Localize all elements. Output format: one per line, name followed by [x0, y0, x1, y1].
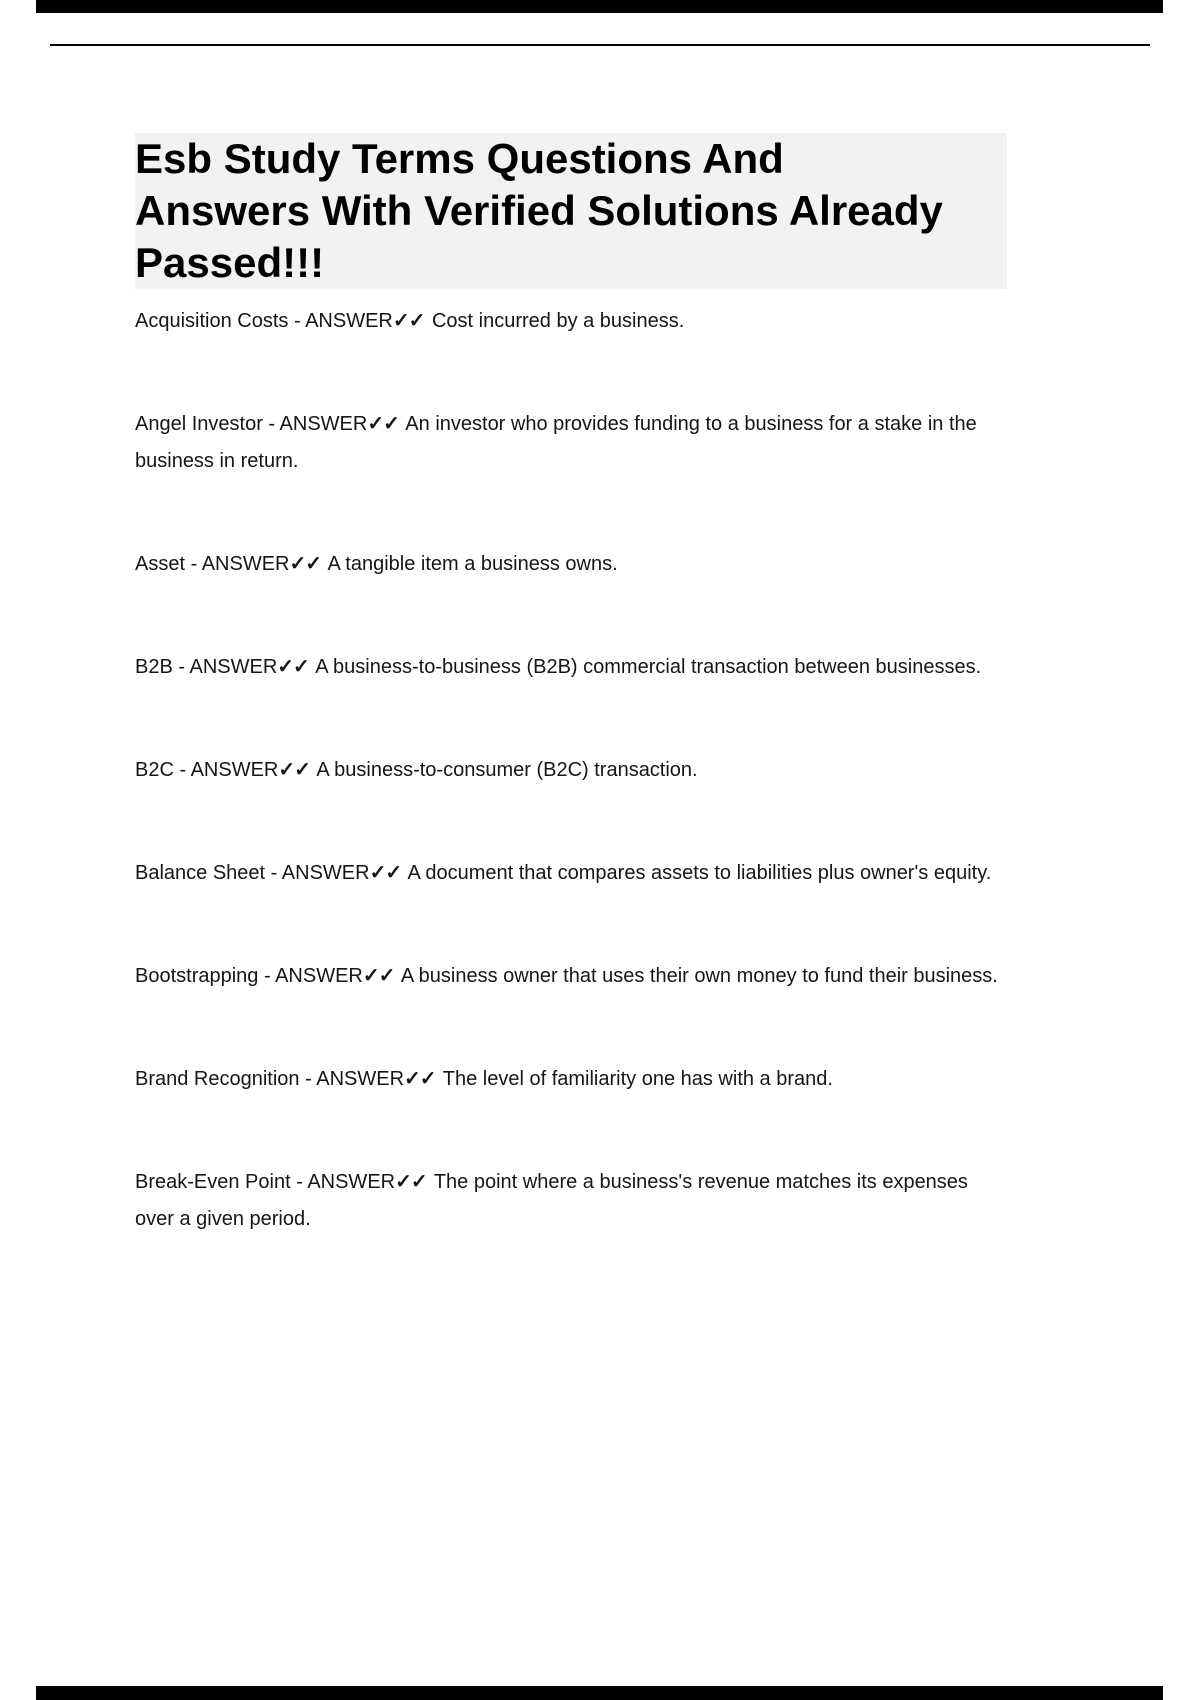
- term-entry: Balance Sheet - ANSWER✓✓ A document that compares assets to liabilities plus owner's equity.: [135, 862, 992, 884]
- term-entry: Asset - ANSWER✓✓ A tangible item a business owns.: [135, 553, 618, 575]
- term-text: B2C: [135, 759, 174, 781]
- term-text: Bootstrapping: [135, 965, 259, 987]
- answer-marker: ANSWER: [281, 862, 370, 884]
- answer-marker: ANSWER: [275, 965, 363, 987]
- definition-text: A business-to-consumer (B2C) transaction.: [311, 759, 698, 781]
- definition-text: The point where a business's revenue matches its expenses over a given period.: [135, 1171, 968, 1230]
- definition-text: A business owner that uses their own money to fund their business.: [396, 965, 998, 987]
- answer-marker: ANSWER: [307, 1171, 396, 1193]
- definition-text: Cost incurred by a business.: [426, 310, 685, 332]
- term-entry: Angel Investor - ANSWER✓✓ An investor who provides funding to a business for a stake in the business in return.: [135, 413, 977, 472]
- definition-text: A document that compares assets to liabilities plus owner's equity.: [403, 862, 992, 884]
- check-marks-icon: ✓✓: [289, 553, 322, 575]
- term-entry: Break-Even Point - ANSWER✓✓ The point where a business's revenue matches its expenses over a given period.: [135, 1171, 968, 1230]
- definition-text: A tangible item a business owns.: [323, 553, 618, 575]
- definition-text: A business-to-business (B2B) commercial transaction between businesses.: [310, 656, 982, 678]
- answer-marker: ANSWER: [190, 759, 279, 781]
- term-entry: B2C - ANSWER✓✓ A business-to-consumer (B2C) transaction.: [135, 759, 698, 781]
- term-entry: B2B - ANSWER✓✓ A business-to-business (B2B) commercial transaction between businesses.: [135, 656, 982, 678]
- term-text: Break-Even Point: [135, 1171, 291, 1193]
- term-text: Brand Recognition: [135, 1068, 300, 1090]
- term-entry: Acquisition Costs - ANSWER✓✓ Cost incurred by a business.: [135, 310, 685, 332]
- title-line: Passed!!!: [135, 239, 325, 286]
- answer-marker: ANSWER: [189, 656, 278, 678]
- definition-text: The level of familiarity one has with a brand.: [437, 1068, 833, 1090]
- check-marks-icon: ✓✓: [362, 965, 395, 987]
- definition-text: An investor who provides funding to a business for a stake in the business in return.: [135, 413, 977, 472]
- page-content: [135, 133, 1007, 1304]
- check-marks-icon: ✓✓: [392, 310, 425, 332]
- term-text: Acquisition Costs: [135, 310, 289, 332]
- term-text: Asset: [135, 553, 186, 575]
- answer-marker: ANSWER: [279, 413, 368, 435]
- check-marks-icon: ✓✓: [404, 1068, 436, 1090]
- header-rule: [50, 44, 1150, 46]
- check-marks-icon: ✓✓: [395, 1171, 427, 1193]
- answer-marker: ANSWER: [305, 310, 393, 332]
- check-marks-icon: ✓✓: [277, 656, 309, 678]
- answer-marker: ANSWER: [201, 553, 290, 575]
- term-text: Angel Investor: [135, 413, 263, 435]
- top-border-bar: [36, 0, 1163, 13]
- bottom-border-bar: [36, 1686, 1163, 1700]
- title-line: Esb Study Terms Questions And: [135, 135, 784, 182]
- title-line: Answers With Verified Solutions Already: [135, 187, 943, 234]
- term-entry: Bootstrapping - ANSWER✓✓ A business owner that uses their own money to fund their business.: [135, 965, 998, 987]
- check-marks-icon: ✓✓: [278, 759, 310, 781]
- term-entries: [135, 303, 1007, 1238]
- term-text: B2B: [135, 656, 173, 678]
- term-text: Balance Sheet: [135, 862, 266, 884]
- term-entry: Brand Recognition - ANSWER✓✓ The level of familiarity one has with a brand.: [135, 1068, 833, 1090]
- check-marks-icon: ✓✓: [367, 413, 399, 435]
- answer-marker: ANSWER: [316, 1068, 405, 1090]
- document-title: [135, 133, 1007, 289]
- check-marks-icon: ✓✓: [369, 862, 402, 884]
